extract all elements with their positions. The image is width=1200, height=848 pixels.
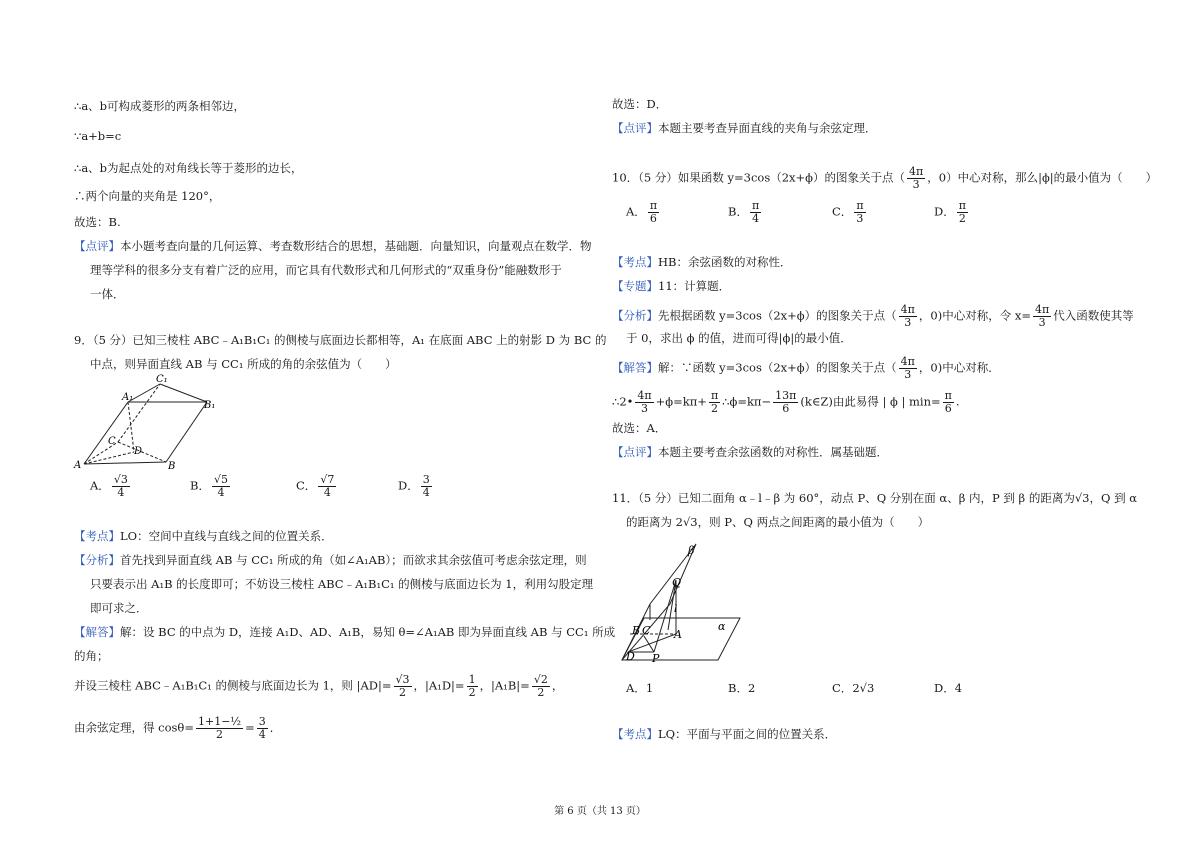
formula-text: ∴ϕ=kπ− <box>722 394 772 409</box>
label-a1: A₁ <box>122 392 134 403</box>
comment-tag: 【点评】 <box>612 445 658 459</box>
zhuanti-text: 11：计算题． <box>658 279 731 293</box>
option-letter: A． <box>626 681 646 695</box>
numerator: 13π <box>775 389 797 402</box>
text-line: ∴a、b可构成菱形的两条相邻边， <box>74 99 246 113</box>
jieda-tag: 【解答】 <box>74 625 120 639</box>
option-a[interactable] <box>90 474 132 499</box>
option-b[interactable] <box>728 200 763 225</box>
formula-text: ，|A₁D|= <box>413 678 465 693</box>
denominator: 3 <box>641 402 649 415</box>
fraction <box>750 200 761 225</box>
fraction <box>394 674 412 699</box>
option-d[interactable] <box>934 200 970 225</box>
option-letter: D． <box>398 478 419 493</box>
denominator: 4 <box>752 212 760 225</box>
numerator: √3 <box>113 473 128 486</box>
fraction <box>648 200 659 225</box>
numerator: 4π <box>637 389 652 402</box>
text-line: ∴a、b为起点处的对角线长等于菱形的边长， <box>74 161 303 175</box>
text-line: ∴两个向量的夹角是 120°， <box>74 189 221 203</box>
comment-tag: 【点评】 <box>74 239 120 253</box>
fraction <box>257 716 268 741</box>
fraction <box>196 716 243 741</box>
fraction <box>112 474 130 499</box>
question-text: ，0）中心对称，那么|ϕ|的最小值为（ ） <box>927 170 1158 185</box>
fraction <box>635 390 653 415</box>
numerator: 4π <box>909 165 924 178</box>
denominator: 3 <box>904 368 912 381</box>
kaodian-tag: 【考点】 <box>74 529 120 543</box>
option-a[interactable] <box>626 680 653 696</box>
kaodian-line <box>612 726 836 742</box>
denominator: 4 <box>422 486 430 499</box>
option-letter: D． <box>934 204 955 219</box>
label-l: l <box>674 604 678 615</box>
numerator: 3 <box>258 715 266 728</box>
formula-text: 由余弦定理，得 cosθ= <box>74 720 194 735</box>
label-b1: B₁ <box>204 400 216 411</box>
option-d[interactable] <box>398 474 434 499</box>
option-value: 4 <box>954 681 963 695</box>
question-10-line <box>612 166 1157 191</box>
fenxi-line <box>612 304 1134 329</box>
denominator: 2 <box>958 212 966 225</box>
option-value: 1 <box>645 681 654 695</box>
text-line: 即可求之． <box>90 601 148 615</box>
prism-figure <box>72 372 222 472</box>
fenxi-tag: 【分析】 <box>612 308 658 323</box>
numerator: 1 <box>468 673 476 686</box>
denominator: 4 <box>117 486 125 499</box>
formula-text: (k∈Z)由此易得 | ϕ | min= <box>800 394 941 409</box>
option-letter: D． <box>934 681 955 695</box>
jieda-line <box>74 624 615 640</box>
label-q: Q <box>672 576 682 589</box>
fraction <box>318 474 336 499</box>
option-letter: C． <box>832 204 853 219</box>
label-d: D <box>626 650 635 663</box>
text-line: 故选：D． <box>612 97 668 111</box>
fraction <box>957 200 968 225</box>
option-letter: A． <box>626 204 646 219</box>
denominator: 4 <box>217 486 225 499</box>
label-d: D <box>134 446 143 457</box>
text-line: 故选：A． <box>612 421 667 435</box>
option-a[interactable] <box>626 200 661 225</box>
option-c[interactable] <box>296 474 338 499</box>
denominator: 4 <box>258 728 266 741</box>
zhuanti-tag: 【专题】 <box>612 279 658 293</box>
numerator: 1+1−½ <box>197 715 242 728</box>
fenxi-text: 先根据函数 y=3cos（2x+ϕ）的图象关于点（ <box>658 308 897 323</box>
question-11-line-1: 11．（5 分）已知二面角 α﹣l﹣β 为 60°，动点 P、Q 分别在面 α、β 内，P 到 β 的距离为√3，Q 到 α <box>612 491 1137 505</box>
fraction <box>532 674 550 699</box>
fraction <box>899 356 917 381</box>
formula-text: ， <box>551 678 564 693</box>
formula-text: 并设三棱柱 ABC﹣A₁B₁C₁ 的侧棱与底面边长为 1，则 |AD|= <box>74 678 392 693</box>
kaodian-text: LQ：平面与平面之间的位置关系． <box>658 727 837 741</box>
formula-line <box>74 674 563 699</box>
fraction <box>943 390 954 415</box>
numerator: 4π <box>1034 303 1050 316</box>
label-alpha: α <box>718 620 726 633</box>
denominator: 4 <box>323 486 331 499</box>
text-line: 的角； <box>74 649 109 663</box>
formula-text: . <box>955 394 960 409</box>
option-value: 2√3 <box>852 681 875 695</box>
label-p: P <box>652 652 660 664</box>
formula-text: ∴2• <box>612 394 634 409</box>
formula-text: +ϕ=kπ+ <box>655 394 707 409</box>
text-line: 一体． <box>90 287 125 301</box>
jieda-text: 解：设 BC 的中点为 D，连接 A₁D、AD、A₁B，易知 θ=∠A₁AB 即为异面直线 AB 与 CC₁ 所成 <box>120 625 616 639</box>
numerator: 4π <box>900 355 915 368</box>
fraction <box>467 674 478 699</box>
label-a: A <box>74 460 82 471</box>
denominator: 3 <box>912 178 920 191</box>
comment-text: 本题主要考查余弦函数的对称性．属基础题． <box>658 445 888 459</box>
kaodian-text: LO：空间中直线与直线之间的位置关系． <box>120 529 333 543</box>
numerator: π <box>751 199 760 212</box>
option-letter: B． <box>728 204 748 219</box>
text-line: 理等学科的很多分支有着广泛的应用，而它具有代数形式和几何形式的“双重身份”能融数形于 <box>90 263 562 277</box>
question-11-line-2: 的距离为 2√3，则 P、Q 两点之间距离的最小值为（ ） <box>626 515 930 529</box>
option-d[interactable] <box>934 680 962 696</box>
jieda-line <box>612 356 1000 381</box>
comment-text: 本小题考查向量的几何运算、考查数形结合的思想，基础题．向量知识，向量观点在数学．物 <box>120 239 592 253</box>
label-beta: β <box>688 544 695 557</box>
numerator: π <box>944 389 952 402</box>
label-c: C <box>108 436 116 447</box>
comment-tag: 【点评】 <box>612 121 658 135</box>
denominator: 3 <box>856 212 864 225</box>
fenxi-line <box>74 552 587 568</box>
option-letter: C． <box>296 478 317 493</box>
option-c[interactable] <box>832 200 868 225</box>
comment-line <box>612 120 877 136</box>
numerator: 3 <box>422 473 430 486</box>
option-letter: A． <box>90 478 110 493</box>
fenxi-tag: 【分析】 <box>74 553 120 567</box>
text-line: 只要表示出 A₁B 的长度即可；不妨设三棱柱 ABC﹣A₁B₁C₁ 的侧棱与底面边长为 1，利用勾股定理 <box>90 577 594 591</box>
numerator: π <box>856 199 864 212</box>
fenxi-text: 首先找到异面直线 AB 与 CC₁ 所成的角（如∠A₁AB）；而欲求其余弦值可考虑余弦定理，则 <box>120 553 587 567</box>
numerator: √7 <box>320 473 335 486</box>
denominator: 6 <box>782 402 790 415</box>
fraction <box>854 200 865 225</box>
formula-text: ，|A₁B|= <box>479 678 530 693</box>
fenxi-text: 代入函数使其等 <box>1053 308 1134 323</box>
text-line: 故选：B. <box>74 215 121 229</box>
fraction <box>899 304 917 329</box>
numerator: π <box>958 199 966 212</box>
denominator: 2 <box>468 686 476 699</box>
option-letter: B． <box>190 478 210 493</box>
text-line: 于 0，求出 ϕ 的值，进而可得|ϕ|的最小值． <box>626 331 852 345</box>
denominator: 6 <box>649 212 657 225</box>
question-9-line-1: 9．（5 分）已知三棱柱 ABC﹣A₁B₁C₁ 的侧棱与底面边长都相等，A₁ 在底面 ABC 上的射影 D 为 BC 的 <box>74 333 607 347</box>
denominator: 2 <box>711 402 719 415</box>
numerator: π <box>649 199 658 212</box>
label-b: B <box>168 461 176 472</box>
jieda-text: ，0)中心对称． <box>918 360 1000 375</box>
denominator: 2 <box>399 686 407 699</box>
fraction <box>1033 304 1051 329</box>
fraction <box>421 474 432 499</box>
label-b: B <box>632 624 641 637</box>
question-9-line-2: 中点，则异面直线 AB 与 CC₁ 所成的角的余弦值为（ ） <box>90 357 397 371</box>
label-c1: C₁ <box>156 374 168 385</box>
label-c: C <box>642 624 651 637</box>
page-footer: 第 6 页（共 13 页） <box>554 806 646 817</box>
denominator: 3 <box>904 316 912 329</box>
option-b[interactable] <box>190 474 232 499</box>
option-value: 2 <box>747 681 756 695</box>
option-b[interactable] <box>728 680 755 696</box>
kaodian-line <box>74 528 333 544</box>
denominator: 2 <box>537 686 545 699</box>
numerator: π <box>710 389 719 402</box>
formula-text: = <box>245 720 255 735</box>
kaodian-tag: 【考点】 <box>612 727 658 741</box>
zhuanti-line <box>612 278 730 294</box>
fraction <box>907 166 925 191</box>
formula-line <box>74 716 281 741</box>
fraction <box>773 390 798 415</box>
numerator: √2 <box>533 673 548 686</box>
question-text: 10．（5 分）如果函数 y=3cos（2x+ϕ）的图象关于点（ <box>612 170 906 185</box>
kaodian-line <box>612 254 791 270</box>
numerator: 4π <box>900 303 915 316</box>
fenxi-text: ，0)中心对称，令 x= <box>918 308 1031 323</box>
formula-line <box>612 390 960 415</box>
jieda-tag: 【解答】 <box>612 360 658 375</box>
fraction <box>212 474 230 499</box>
option-c[interactable] <box>832 680 874 696</box>
label-a: A <box>674 628 682 641</box>
dihedral-figure <box>614 540 744 664</box>
denominator: 6 <box>944 402 952 415</box>
text-line: ∵a+b=c <box>74 129 122 143</box>
comment-line <box>612 444 888 460</box>
formula-text: ． <box>269 720 282 735</box>
option-letter: C． <box>832 681 853 695</box>
kaodian-tag: 【考点】 <box>612 255 658 269</box>
kaodian-text: HB：余弦函数的对称性． <box>658 255 792 269</box>
numerator: √3 <box>395 673 410 686</box>
fraction <box>709 390 720 415</box>
denominator: 2 <box>216 728 224 741</box>
comment-line <box>74 238 592 254</box>
option-letter: B． <box>728 681 748 695</box>
denominator: 3 <box>1038 316 1046 329</box>
comment-text: 本题主要考查异面直线的夹角与余弦定理． <box>658 121 877 135</box>
jieda-text: 解：∵函数 y=3cos（2x+ϕ）的图象关于点（ <box>658 360 897 375</box>
numerator: √5 <box>213 473 228 486</box>
